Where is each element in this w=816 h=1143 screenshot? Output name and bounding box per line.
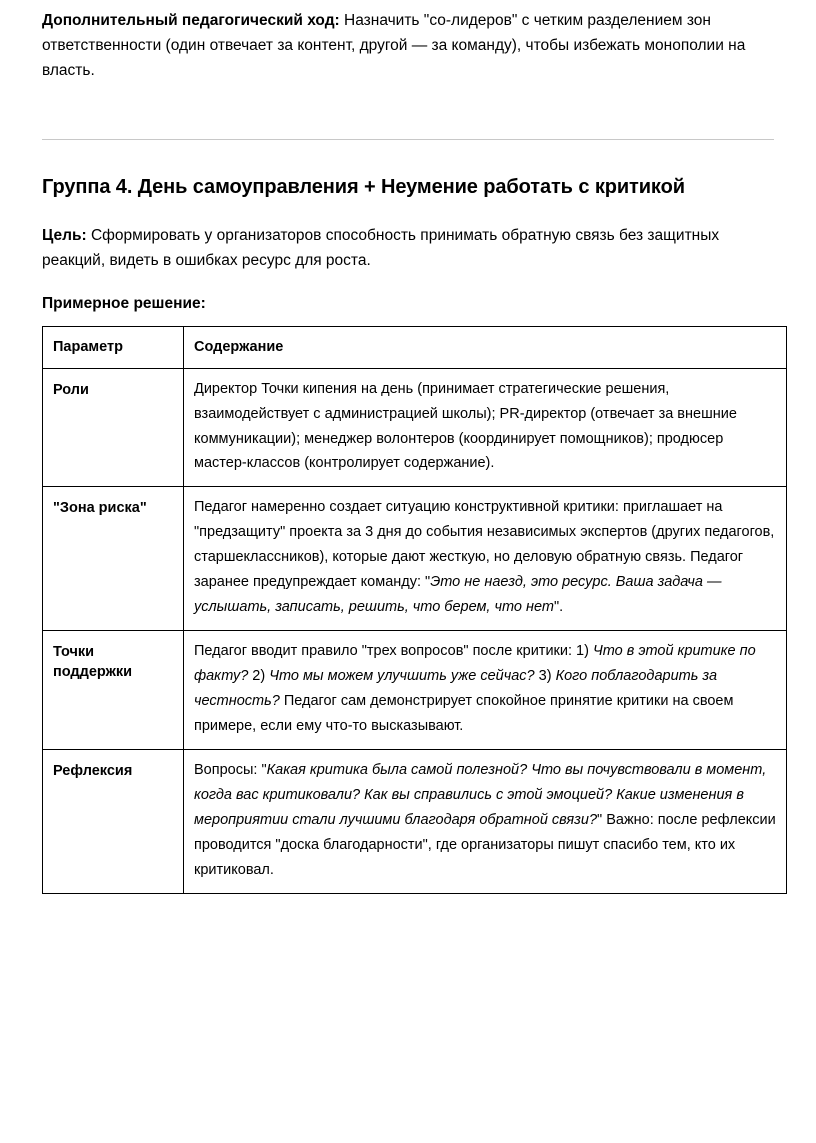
support-points-part2: Педагог сам демонстрирует спокойное принятие критики на своем примере, если ему что-то высказывают. [194,692,734,734]
support-points-part1: Педагог вводит правило "трех вопросов" после критики: 1) [194,643,593,660]
risk-zone-text-part2: ". [553,599,564,616]
reflection-part2: " Важно: после рефлексии проводится "доска благодарности", где организаторы пишут спасибо тем, кто их критиковал. [194,811,776,878]
risk-zone-text-part1: Педагог намеренно создает ситуацию конструктивной критики: приглашает на "предзащиту" проекта за 3 дня до события независимых экспертов (других педагогов, старшеклассников), которые дают жесткую, но деловую обратную связь. Педагог заранее предупреждает команду: " [194,499,775,591]
solution-label: Примерное решение: [42,294,206,312]
table-row [43,487,787,631]
column-header-content: Содержание [184,327,787,368]
row-param-roles: Роли [43,368,184,487]
goal-paragraph [42,223,774,273]
support-question-3: Кого поблагодарить за честность? [194,668,718,709]
group-heading: Группа 4. День самоуправления + Неумение работать с критикой [42,176,685,199]
row-param-support-points: Точки поддержки [43,631,184,750]
table-body [43,368,787,893]
table-row [43,631,787,750]
intro-text: Назначить "со-лидеров" с четким разделением зон ответственности (один отвечает за контент, другой — за команду), чтобы избежать монополии на власть. [42,12,746,80]
vertical-spacer-top [42,87,774,139]
intro-paragraph [42,8,774,83]
roles-text: Директор Точки кипения на день (принимает стратегические решения, взаимодействует с администрацией школы); PR-директор (отвечает за внешние коммуникации); менеджер волонтеров (координирует помощников); продюсер мастер-классов (контролирует содержание). [194,380,737,472]
support-points-mid2: 3) [534,668,556,685]
goal-text: Сформировать у организаторов способность принимать обратную связь без защитных реакций, видеть в ошибках ресурс для роста. [42,227,720,270]
row-content-support-points [184,631,787,750]
row-param-risk-zone: "Зона риска" [43,487,184,631]
risk-zone-quote-italic: Это не наезд, это ресурс. Ваша задача — услышать, записать, решить, что берем, что нет [194,574,722,616]
row-content-roles [184,368,787,487]
reflection-text [194,758,776,883]
reflection-part1: Вопросы: " [194,761,267,778]
row-content-reflection [184,749,787,893]
table-row [43,749,787,893]
support-points-text [194,639,776,739]
row-param-reflection: Рефлексия [43,749,184,893]
row-content-risk-zone [184,487,787,631]
intro-lead: Дополнительный педагогический ход: [42,12,340,29]
parameters-table [42,326,787,893]
reflection-questions-italic: Какая критика была самой полезной? Что вы почувствовали в момент, когда вас критиковали? Как вы справились с этой эмоцией? Какие изменения в мероприятии стали лучшими благодаря обратной связи? [194,761,767,828]
column-header-param: Параметр [43,327,184,368]
risk-zone-text [194,495,776,620]
support-points-mid1: 2) [248,668,270,685]
support-question-2: Что мы можем улучшить уже сейчас? [269,668,535,685]
table-row [43,368,787,487]
vertical-spacer-bottom [42,140,774,174]
table-header [43,327,787,368]
support-question-1: Что в этой критике по факту? [194,643,756,685]
goal-label: Цель: [42,227,87,245]
table-header-row [43,327,787,368]
